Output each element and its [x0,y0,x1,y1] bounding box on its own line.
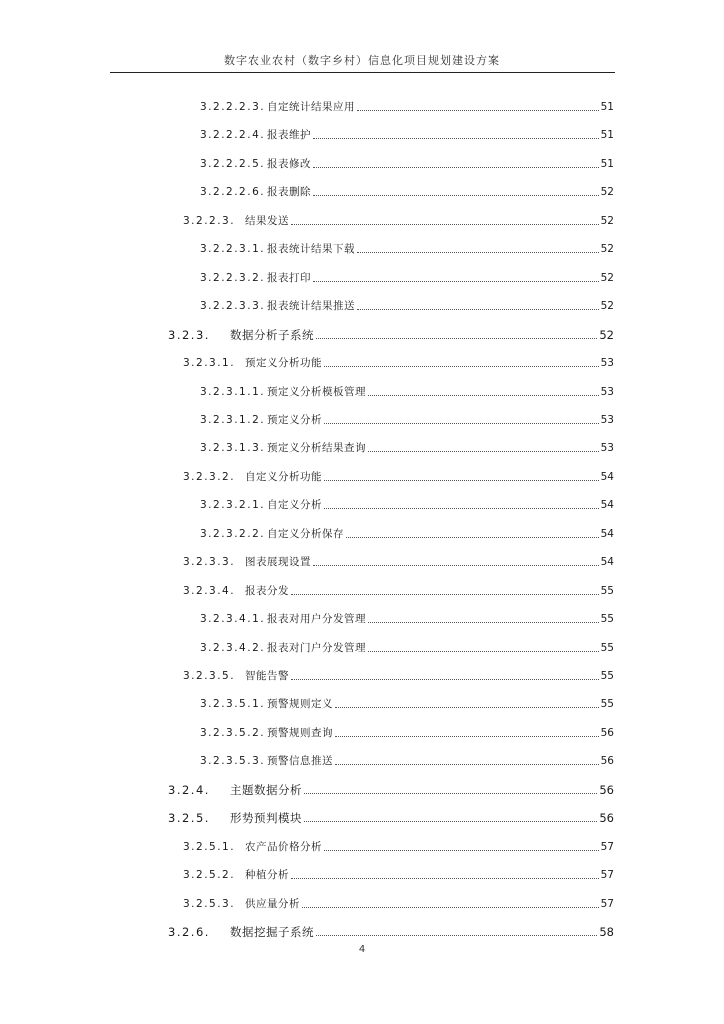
toc-entry-title: 报表修改 [267,157,311,170]
toc-entry[interactable] [168,921,614,939]
toc-dot-leader [316,934,597,936]
toc-entry-page: 55 [600,613,614,626]
toc-entry-number: 3.2.3.2.2. [200,527,266,540]
toc-dot-leader [368,450,599,452]
toc-entry-number: 3.2.3.5.1. [200,698,266,711]
toc-dot-leader [357,109,599,111]
toc-dot-leader [313,137,599,139]
toc-entry-number: 3.2.3.1. [183,357,236,370]
toc-entry[interactable] [200,295,614,313]
toc-dot-leader [335,735,599,737]
toc-dot-leader [368,650,599,652]
toc-entry-page: 52 [599,327,614,342]
toc-dot-leader [304,820,597,822]
page-number: 4 [358,944,366,955]
toc-entry-title: 农产品价格分析 [245,840,322,853]
toc-entry-page: 52 [600,214,614,227]
toc-entry-title: 自定义分析 [267,499,322,512]
toc-entry-number: 3.2.3.4.2. [200,641,266,654]
toc-entry-number: 3.2.4. [168,782,210,797]
toc-dot-leader [357,308,599,310]
toc-dot-leader [368,621,599,623]
toc-entry[interactable] [183,551,614,569]
toc-entry-page: 52 [600,300,614,313]
toc-entry-number: 3.2.2.3.1. [200,243,266,256]
toc-entry[interactable] [200,124,614,142]
toc-dot-leader [291,223,599,225]
toc-entry-number: 3.2.2.2.3. [200,101,266,113]
toc-entry-number: 3.2.2.3.2. [200,271,266,284]
toc-entry-title: 形势预判模块 [230,811,302,826]
toc-entry-title: 预警规则定义 [267,698,333,711]
toc-entry-title: 预定义分析 [267,413,322,426]
toc-dot-leader [324,422,599,424]
toc-entry-number: 3.2.3.2. [183,470,236,483]
toc-entry[interactable] [200,267,614,285]
toc-entry-page: 54 [600,556,614,569]
toc-entry-page: 55 [600,584,614,597]
toc-entry-page: 53 [600,413,614,426]
toc-entry-page: 51 [600,129,614,142]
toc-entry-number: 3.2.2.2.5. [200,157,266,170]
toc-entry-title: 报表对用户分发管理 [267,613,366,626]
toc-dot-leader [313,564,599,566]
toc-entry[interactable] [168,807,614,825]
toc-entry-title: 自定义分析保存 [267,527,344,540]
toc-entry-title: 自定统计结果应用 [267,101,355,113]
toc-entry[interactable] [183,466,614,484]
toc-entry[interactable] [200,523,614,541]
toc-entry-number: 3.2.2.3.3. [200,300,266,313]
toc-entry-page: 56 [600,755,614,768]
toc-entry-page: 52 [600,243,614,256]
toc-entry-title: 主题数据分析 [230,782,302,797]
toc-entry-page: 57 [600,897,614,910]
toc-entry-page: 56 [600,726,614,739]
toc-entry-title: 智能告警 [245,670,289,682]
toc-entry-page: 53 [600,357,614,370]
toc-entry[interactable] [200,181,614,199]
toc-entry-number: 3.2.5.3. [183,897,236,910]
toc-entry-title: 预警信息推送 [267,755,333,768]
toc-entry[interactable] [183,580,614,598]
toc-dot-leader [324,849,599,851]
toc-dot-leader [302,906,599,908]
toc-entry[interactable] [200,494,614,512]
toc-entry-number: 3.2.5.2. [183,869,236,882]
toc-entry-number: 3.2.3.1.2. [200,413,266,426]
toc-entry-number: 3.2.2.2.4. [200,129,266,142]
toc-entry-title: 预定义分析结果查询 [267,442,366,455]
toc-entry-page: 52 [600,271,614,284]
toc-entry-number: 3.2.2.2.6. [200,186,266,199]
toc-entry[interactable] [183,836,614,854]
toc-entry-number: 3.2.5. [168,811,210,826]
toc-entry-title: 预定义分析功能 [245,357,322,370]
toc-entry-page: 54 [600,499,614,512]
toc-entry[interactable] [183,352,614,370]
toc-entry[interactable] [183,864,614,882]
toc-dot-leader [335,706,599,708]
toc-dot-leader [313,194,599,196]
toc-dot-leader [346,536,599,538]
toc-dot-leader [291,593,599,595]
toc-entry[interactable] [200,637,614,655]
toc-entry-page: 54 [600,470,614,483]
toc-entry-page: 54 [600,527,614,540]
toc-entry[interactable] [183,665,614,683]
toc-dot-leader [313,280,599,282]
toc-entry[interactable] [200,153,614,171]
toc-entry-title: 自定义分析功能 [245,470,322,483]
toc-dot-leader [291,678,599,680]
toc-entry-number: 3.2.3.3. [183,556,236,569]
toc-entry-page: 57 [600,869,614,882]
toc-entry[interactable] [200,693,614,711]
header-divider [110,72,615,73]
toc-dot-leader [291,877,599,879]
toc-entry-page: 58 [599,925,614,940]
toc-entry[interactable] [200,608,614,626]
toc-entry-number: 3.2.3.4. [183,584,236,597]
toc-entry-page: 52 [600,186,614,199]
toc-entry-title: 数据分析子系统 [230,327,314,342]
toc-entry-title: 预定义分析模板管理 [267,385,366,398]
toc-dot-leader [304,792,597,794]
toc-entry-title: 报表分发 [245,584,289,597]
toc-entry[interactable] [200,437,614,455]
toc-entry-title: 图表展现设置 [245,556,311,569]
toc-entry-number: 3.2.3.5.3. [200,755,266,768]
toc-dot-leader [335,763,599,765]
toc-entry-number: 3.2.3.1.3. [200,442,266,455]
toc-entry[interactable] [183,210,614,228]
toc-entry[interactable] [168,779,614,797]
toc-entry-number: 3.2.3.5. [183,670,236,682]
toc-dot-leader [324,479,599,481]
toc-dot-leader [316,337,597,339]
page-header-title: 数字农业农村（数字乡村）信息化项目规划建设方案 [224,54,500,67]
toc-entry-number: 3.2.2.3. [183,214,236,227]
toc-entry-title: 报表统计结果下载 [267,243,355,256]
toc-entry-number: 3.2.3. [168,327,210,342]
toc-entry[interactable] [200,238,614,256]
toc-entry-title: 报表对门户分发管理 [267,641,366,654]
toc-entry[interactable] [200,722,614,740]
toc-entry-number: 3.2.3.5.2. [200,726,266,739]
toc-entry-number: 3.2.3.2.1. [200,499,266,512]
toc-dot-leader [313,166,599,168]
toc-dot-leader [357,251,599,253]
toc-entry-page: 51 [600,101,614,113]
toc-entry-page: 56 [599,811,614,826]
toc-entry-title: 报表删除 [267,186,311,199]
toc-entry-number: 3.2.5.1. [183,840,236,853]
toc-entry-page: 51 [600,157,614,170]
toc-entry-page: 57 [600,840,614,853]
toc-entry-title: 数据挖掘子系统 [230,925,314,940]
toc-entry[interactable] [200,381,614,399]
toc-entry[interactable] [168,324,614,342]
toc-entry-page: 55 [600,698,614,711]
toc-entry-page: 55 [600,670,614,682]
toc-dot-leader [368,394,599,396]
toc-entry-page: 53 [600,385,614,398]
toc-entry-number: 3.2.6. [168,925,210,940]
toc-entry[interactable] [200,96,614,114]
toc-entry-title: 报表统计结果推送 [267,300,355,313]
toc-entry[interactable] [200,409,614,427]
toc-entry-page: 53 [600,442,614,455]
toc-entry-title: 预警规则查询 [267,726,333,739]
toc-entry-title: 报表打印 [267,271,311,284]
toc-entry[interactable] [200,750,614,768]
toc-entry-title: 结果发送 [245,214,289,227]
toc-dot-leader [324,507,599,509]
toc-entry-title: 种植分析 [245,869,289,882]
toc-entry[interactable] [183,893,614,911]
toc-dot-leader [324,365,599,367]
toc-entry-title: 报表维护 [267,129,311,142]
toc-entry-page: 56 [599,782,614,797]
toc-entry-number: 3.2.3.4.1. [200,613,266,626]
toc-entry-number: 3.2.3.1.1. [200,385,266,398]
toc-entry-title: 供应量分析 [245,897,300,910]
toc-entry-page: 55 [600,641,614,654]
